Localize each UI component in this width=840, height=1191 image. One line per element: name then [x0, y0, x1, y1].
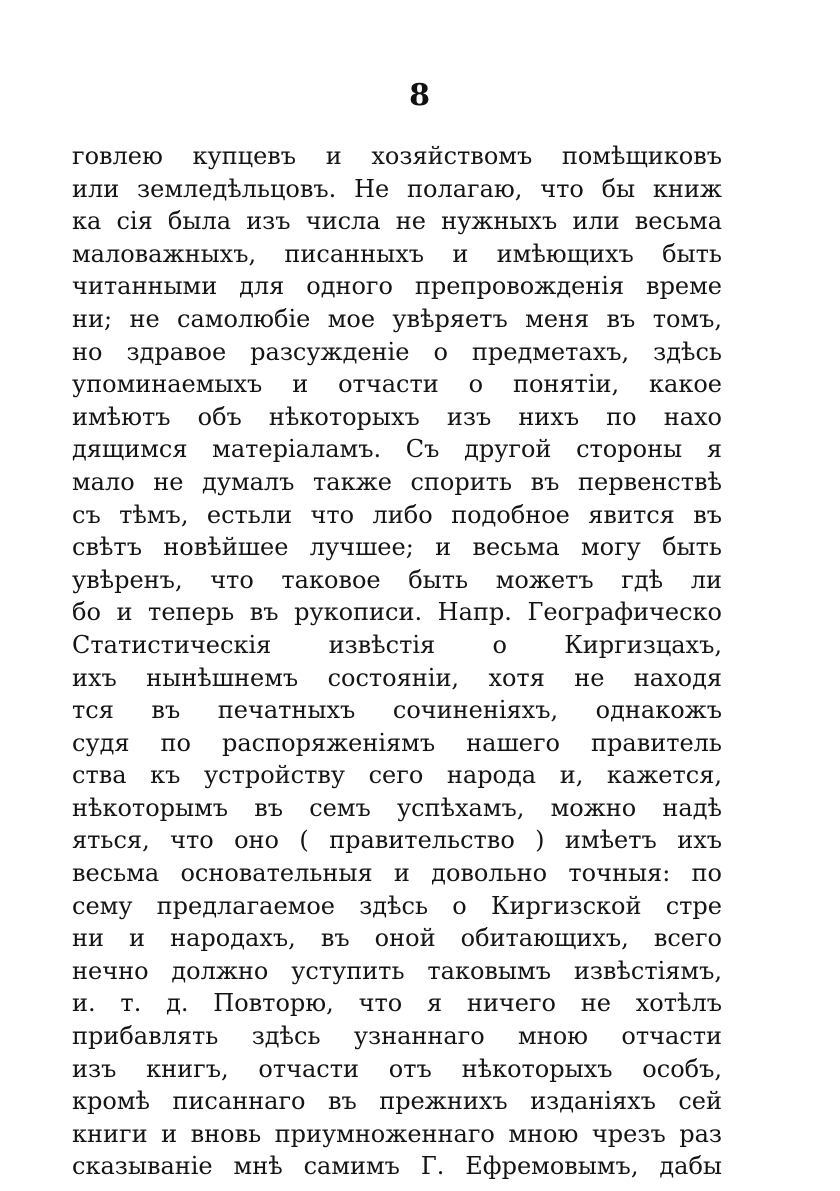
text-line: весьма основательныя и довольно точныя: по — [72, 859, 722, 888]
text-line: тся въ печатныхъ сочиненіяхъ, однакожъ — [72, 696, 722, 725]
text-line: ства къ устройству сего народа и, кажется, — [72, 761, 722, 790]
text-line: книги и вновь приумноженнаго мною чрезъ раз — [72, 1119, 722, 1148]
page-text-body — [72, 140, 722, 1183]
text-line: говлею купцевъ и хозяйствомъ помѣщиковъ — [72, 142, 722, 170]
text-line: и. т. д. Повторю, что я ничего не хотѣлъ — [72, 989, 722, 1018]
text-line: сказываніе мнѣ самимъ Г. Ефремовымъ, дабы — [72, 1152, 722, 1181]
text-line: мало не думалъ также спорить въ первенствѣ — [72, 467, 722, 496]
text-line: или земледѣльцовъ. Не полагаю, что бы книж — [72, 174, 722, 203]
text-line: изъ книгъ, отчасти отъ нѣкоторыхъ особъ, — [72, 1054, 722, 1083]
text-line: прибавлять здѣсь узнаннаго мною отчасти — [72, 1022, 722, 1051]
text-line: читанными для одного препровожденія време — [72, 272, 722, 301]
text-line: ка сія была изъ числа не нужныхъ или весьма — [72, 207, 722, 236]
text-line: но здравое разсужденіе о предметахъ, здѣсь — [72, 337, 722, 366]
text-line: нечно должно уступить таковымъ извѣстіямъ, — [72, 956, 722, 985]
text-line: нѣкоторымъ въ семъ успѣхамъ, можно надѣ — [72, 793, 722, 822]
text-line: имѣютъ объ нѣкоторыхъ изъ нихъ по нахо — [72, 402, 722, 431]
text-line: ихъ нынѣшнемъ состояніи, хотя не находя — [72, 663, 722, 692]
text-line: Статистическія извѣстія о Киргизцахъ, — [72, 630, 722, 659]
text-line: кромѣ писаннаго въ прежнихъ изданіяхъ сей — [72, 1087, 722, 1116]
text-line: съ тѣмъ, естьли что либо подобное явится въ — [72, 500, 722, 529]
text-line: яться, что оно ( правительство ) имѣетъ ихъ — [72, 826, 722, 855]
text-line: судя по распоряженіямъ нашего правитель — [72, 728, 722, 757]
text-line: свѣтъ новѣйшее лучшее; и весьма могу быть — [72, 533, 722, 562]
text-line: сему предлагаемое здѣсь о Киргизской стре — [72, 891, 722, 920]
text-line: ни и народахъ, въ оной обитающихъ, всего — [72, 924, 722, 953]
text-line: дящимся матеріаламъ. Съ другой стороны я — [72, 435, 722, 464]
page-number: 8 — [409, 78, 431, 113]
text-line: ни; не самолюбіе мое увѣряетъ меня въ томъ, — [72, 304, 722, 333]
text-line: упоминаемыхъ и отчасти о понятіи, какое — [72, 370, 722, 399]
text-line: маловажныхъ, писанныхъ и имѣющихъ быть — [72, 239, 722, 268]
text-line: бо и теперь въ рукописи. Напр. Географическо — [72, 598, 722, 627]
text-line: увѣренъ, что таковое быть можетъ гдѣ ли — [72, 565, 722, 594]
